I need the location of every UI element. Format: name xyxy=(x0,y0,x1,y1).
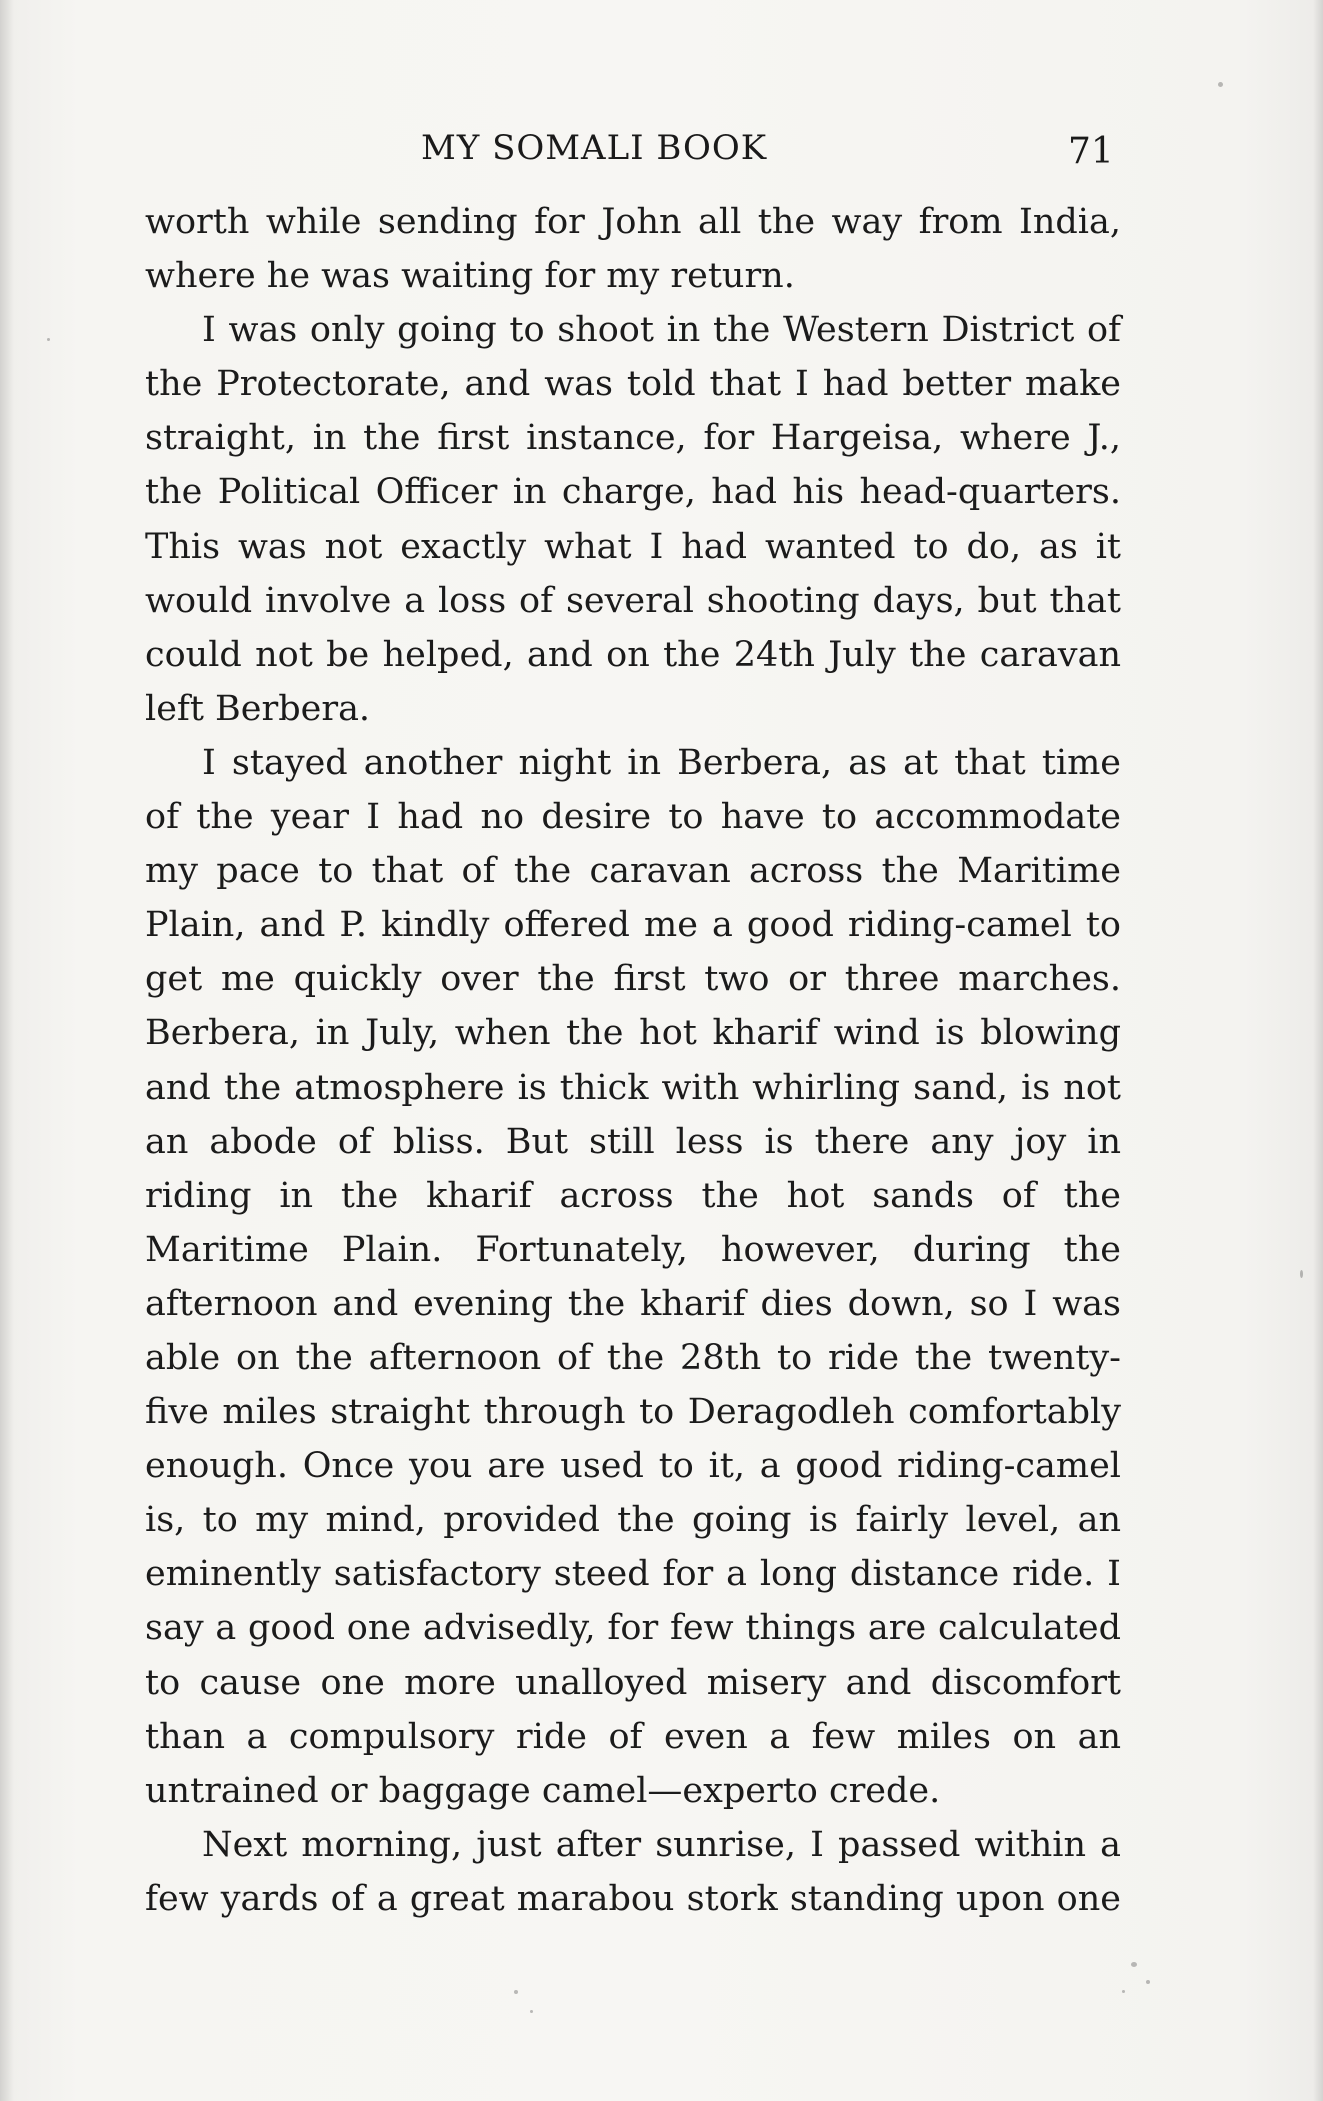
page-header xyxy=(0,122,1323,174)
paper-speck xyxy=(47,338,50,341)
page-edge-shadow xyxy=(1313,0,1323,2101)
binding-gutter-shadow xyxy=(0,0,14,2101)
paper-speck xyxy=(1300,1270,1303,1278)
paper-speck xyxy=(1122,1990,1125,1993)
body-text xyxy=(145,195,1121,1926)
paper-speck xyxy=(1131,1962,1137,1967)
paragraph-3: I stayed another night in Berbera, as at that time of the year I had no desire to have to accommodate my pace to that of the caravan across the Maritime Plain, and P. kindly offered me a good riding-camel to get me quickly over the first two or three marches. Berbera, in July, when the hot kharif wind is blowing and the atmosphere is thick with whirling sand, is not an abode of bliss. But still less is there any joy in riding in the kharif across the hot sands of the Maritime Plain. Fortunately, however, during the afternoon and evening the kharif dies down, so I was able on the afternoon of the 28th to ride the twenty-five miles straight through to Deragodleh comfortably enough. Once you are used to it, a good riding-camel is, to my mind, provided the going is fairly level, an eminently satisfactory steed for a long distance ride. I say a good one advisedly, for few things are calculated to cause one more unalloyed misery and discomfort than a compulsory ride of even a few miles on an untrained or baggage camel—experto crede. xyxy=(145,742,1121,1811)
paragraph-4: Next morning, just after sunrise, I passed within a few yards of a great marabou stork standing upon one xyxy=(145,1824,1121,1919)
paragraph-2: I was only going to shoot in the Western District of the Protectorate, and was told that I had better make straight, in the first instance, for Hargeisa, where J., the Political Officer in charge, had his head-quarters. This was not exactly what I had wanted to do, as it would involve a loss of several shooting days, but that could not be helped, and on the 24th July the caravan left Berbera. xyxy=(145,310,1121,729)
paper-speck xyxy=(1218,82,1223,87)
paper-speck xyxy=(530,2010,533,2013)
page-number: 71 xyxy=(1068,131,1114,172)
paragraph-1: worth while sending for John all the way from India, where he was waiting for my return. xyxy=(145,202,1121,297)
paper-speck xyxy=(1146,1980,1150,1984)
paper-speck xyxy=(514,1990,518,1994)
running-head: MY SOMALI BOOK xyxy=(421,128,768,168)
